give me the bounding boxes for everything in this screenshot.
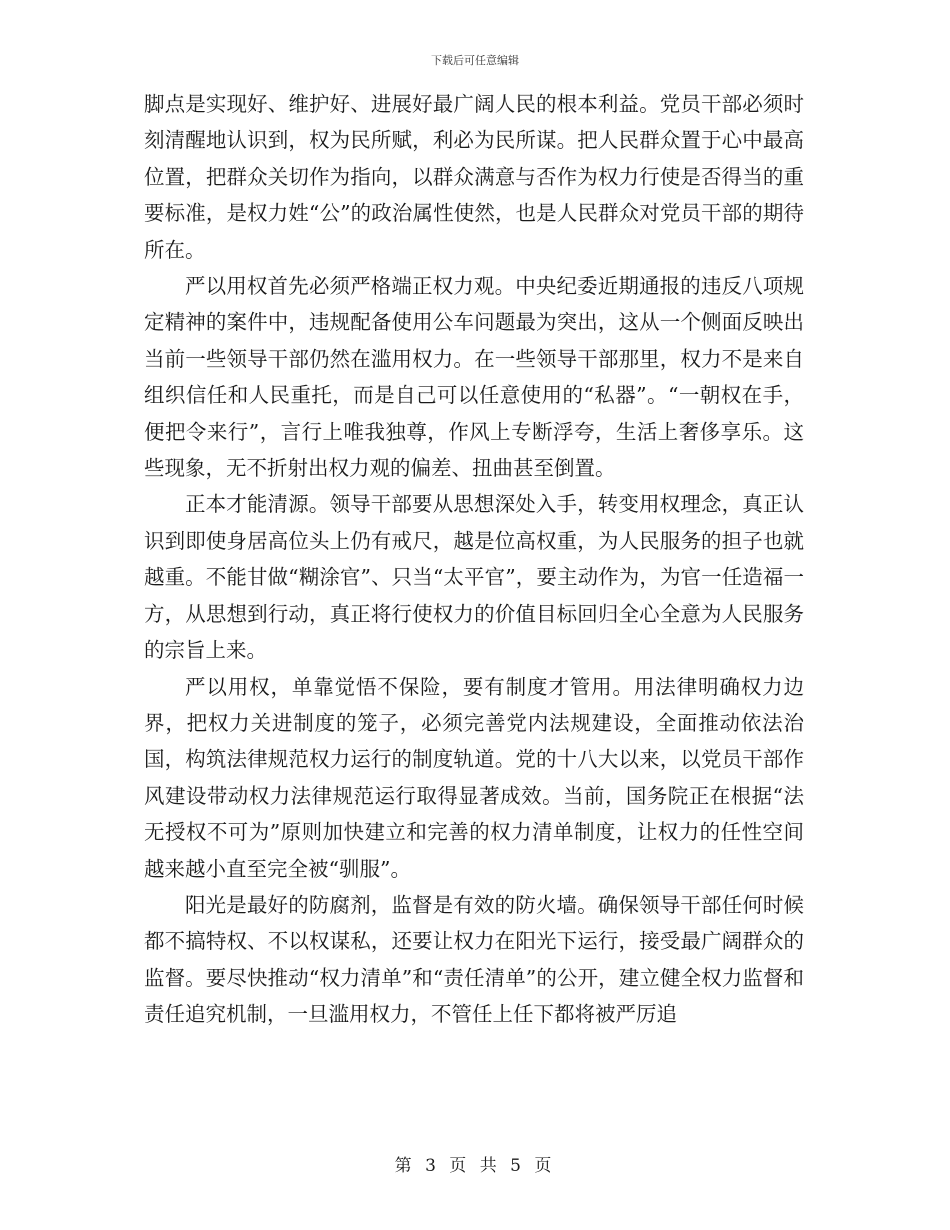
- paragraph: 严以用权，单靠觉悟不保险，要有制度才管用。用法律明确权力边界，把权力关进制度的笼子，必须完善党内法规建设，全面推动依法治国，构筑法律规范权力运行的制度轨道。党的十八大以来，以党员干部作风建设带动权力法律规范运行取得显著成效。当前，国务院正在根据“法无授权不可为”原则加快建立和完善的权力清单制度，让权力的任性空间越来越小直至完全被“驯服”。: [144, 674, 804, 881]
- page-number-footer: 第 3 页 共 5 页: [394, 1156, 556, 1176]
- paragraph: 严以用权首先必须严格端正权力观。中央纪委近期通报的违反八项规定精神的案件中，违规配备使用公车问题最为突出，这从一个侧面反映出当前一些领导干部仍然在滥用权力。在一些领导干部那里，权力不是来自组织信任和人民重托，而是自己可以任意使用的“私器”。“一朝权在手，便把令来行”，言行上唯我独尊，作风上专断浮夸，生活上奢侈享乐。这些现象，无不折射出权力观的偏差、扭曲甚至倒置。: [144, 274, 804, 481]
- page-header: 下载后可任意编辑: [431, 54, 519, 67]
- paragraph-continuation: 脚点是实现好、维护好、进展好最广阔人民的根本利益。党员干部必须时刻清醒地认识到，权为民所赋，利必为民所谋。把人民群众置于心中最高位置，把群众关切作为指向，以群众满意与否作为权力行使是否得当的重要标准，是权力姓“公”的政治属性使然，也是人民群众对党员干部的期待所在。: [144, 92, 804, 262]
- paragraph: 正本才能清源。领导干部要从思想深处入手，转变用权理念，真正认识到即使身居高位头上仍有戒尺，越是位高权重，为人民服务的担子也就越重。不能甘做“糊涂官”、只当“太平官”，要主动作为，为官一任造福一方，从思想到行动，真正将行使权力的价值目标回归全心全意为人民服务的宗旨上来。: [144, 492, 804, 663]
- document-body: [144, 86, 804, 1033]
- paragraph: 阳光是最好的防腐剂，监督是有效的防火墙。确保领导干部任何时候都不搞特权、不以权谋私，还要让权力在阳光下运行，接受最广阔群众的监督。要尽快推动“权力清单”和“责任清单”的公开，建立健全权力监督和责任追究机制，一旦滥用权力，不管任上任下都将被严厉追: [144, 892, 804, 1027]
